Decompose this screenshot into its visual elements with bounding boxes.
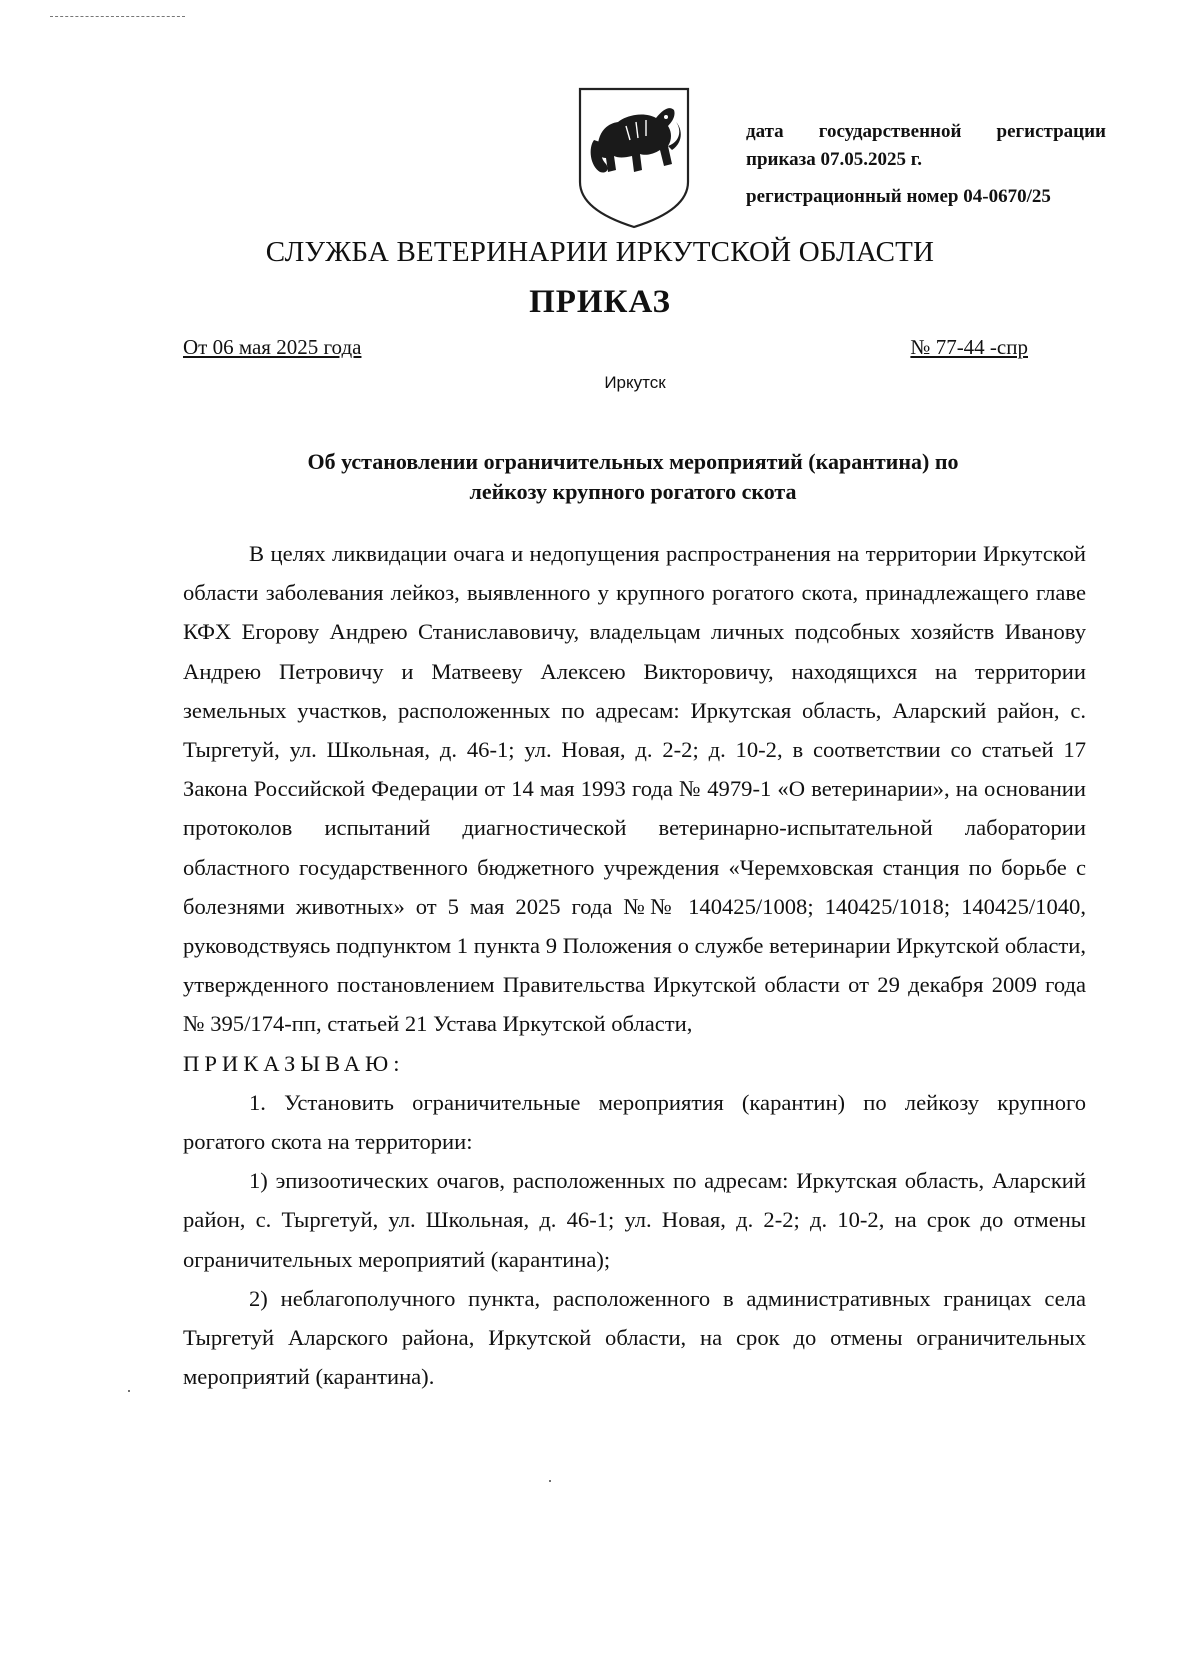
title-line-2: лейкозу крупного рогатого скота (469, 479, 797, 504)
item-1-subitem-1: 1) эпизоотических очагов, расположенных по адресам: Иркутская область, Аларский район, с. Тыргетуй, ул. Школьная, д. 46-1; ул. Новая, д. 2-2; д. 10-2, на срок до отмены ограничительных мероприятий (карантина); (183, 1168, 1086, 1272)
item-1: 1. Установить ограничительные мероприятия (карантин) по лейкозу крупного рогатого скота на территории: (183, 1089, 1086, 1155)
registration-line-2: приказа 07.05.2025 г. (746, 149, 922, 170)
scan-speck (549, 1480, 551, 1482)
order-word: ПРИКАЗЫВАЮ: (183, 1050, 405, 1076)
preamble-paragraph: В целях ликвидации очага и недопущения распространения на территории Иркутской области заболевания лейкоз, выявленного у крупного рогатого скота, принадлежащего главе КФХ Егорову Андрею Станиславовичу, владельцам личных подсобных хозяйств Иванову Андрею Петровичу и Матвееву Алексею Викторовичу, находящихся на территории земельных участков, расположенных по адресам: Иркутская область, Аларский район, с. Тыргетуй, ул. Школьная, д. 46-1; ул. Новая, д. 2-2; д. 10-2, в соответствии со статьей 17 Закона Российской Федерации от 14 мая 1993 года № 4979-1 «О ветеринарии», на основании протоколов испытаний диагностической ветеринарно-испытательной лаборатории областного государственного бюджетного учреждения «Черемховская станция по борьбе с болезнями животных» от 5 мая 2025 года №№ 140425/1008; 140425/1018; 140425/1040, руководствуясь подпунктом 1 пункта 9 Положения о службе ветеринарии Иркутской области, утвержденного постановлением Правительства Иркутской области от 29 декабря 2009 года № 395/174-пп, статьей 21 Устава Иркутской области, (183, 541, 1086, 1037)
registration-number: регистрационный номер 04-0670/25 (746, 186, 1051, 207)
city: Иркутск (604, 373, 666, 392)
agency-name: СЛУЖБА ВЕТЕРИНАРИИ ИРКУТСКОЙ ОБЛАСТИ (265, 236, 935, 268)
registration-stamp (746, 118, 1106, 211)
order-number: № 77-44 -спр (910, 335, 1028, 359)
document-body (183, 534, 1086, 1396)
registration-line-1: дата государственной регистрации (746, 121, 1106, 142)
scan-speck (128, 1390, 130, 1392)
title-line-1: Об установлении ограничительных мероприятий (карантина) по (307, 449, 959, 474)
item-1-subitem-2: 2) неблагополучного пункта, расположенного в административных границах села Тыргетуй Аларского района, Иркутской области, на срок до отмены ограничительных мероприятий (карантина). (183, 1285, 1086, 1390)
document-type: ПРИКАЗ (529, 284, 671, 320)
scan-artifact-line (50, 16, 185, 17)
document-title (183, 447, 1083, 507)
order-date: От 06 мая 2025 года (183, 335, 362, 359)
irkutsk-coat-of-arms-icon (576, 86, 692, 230)
